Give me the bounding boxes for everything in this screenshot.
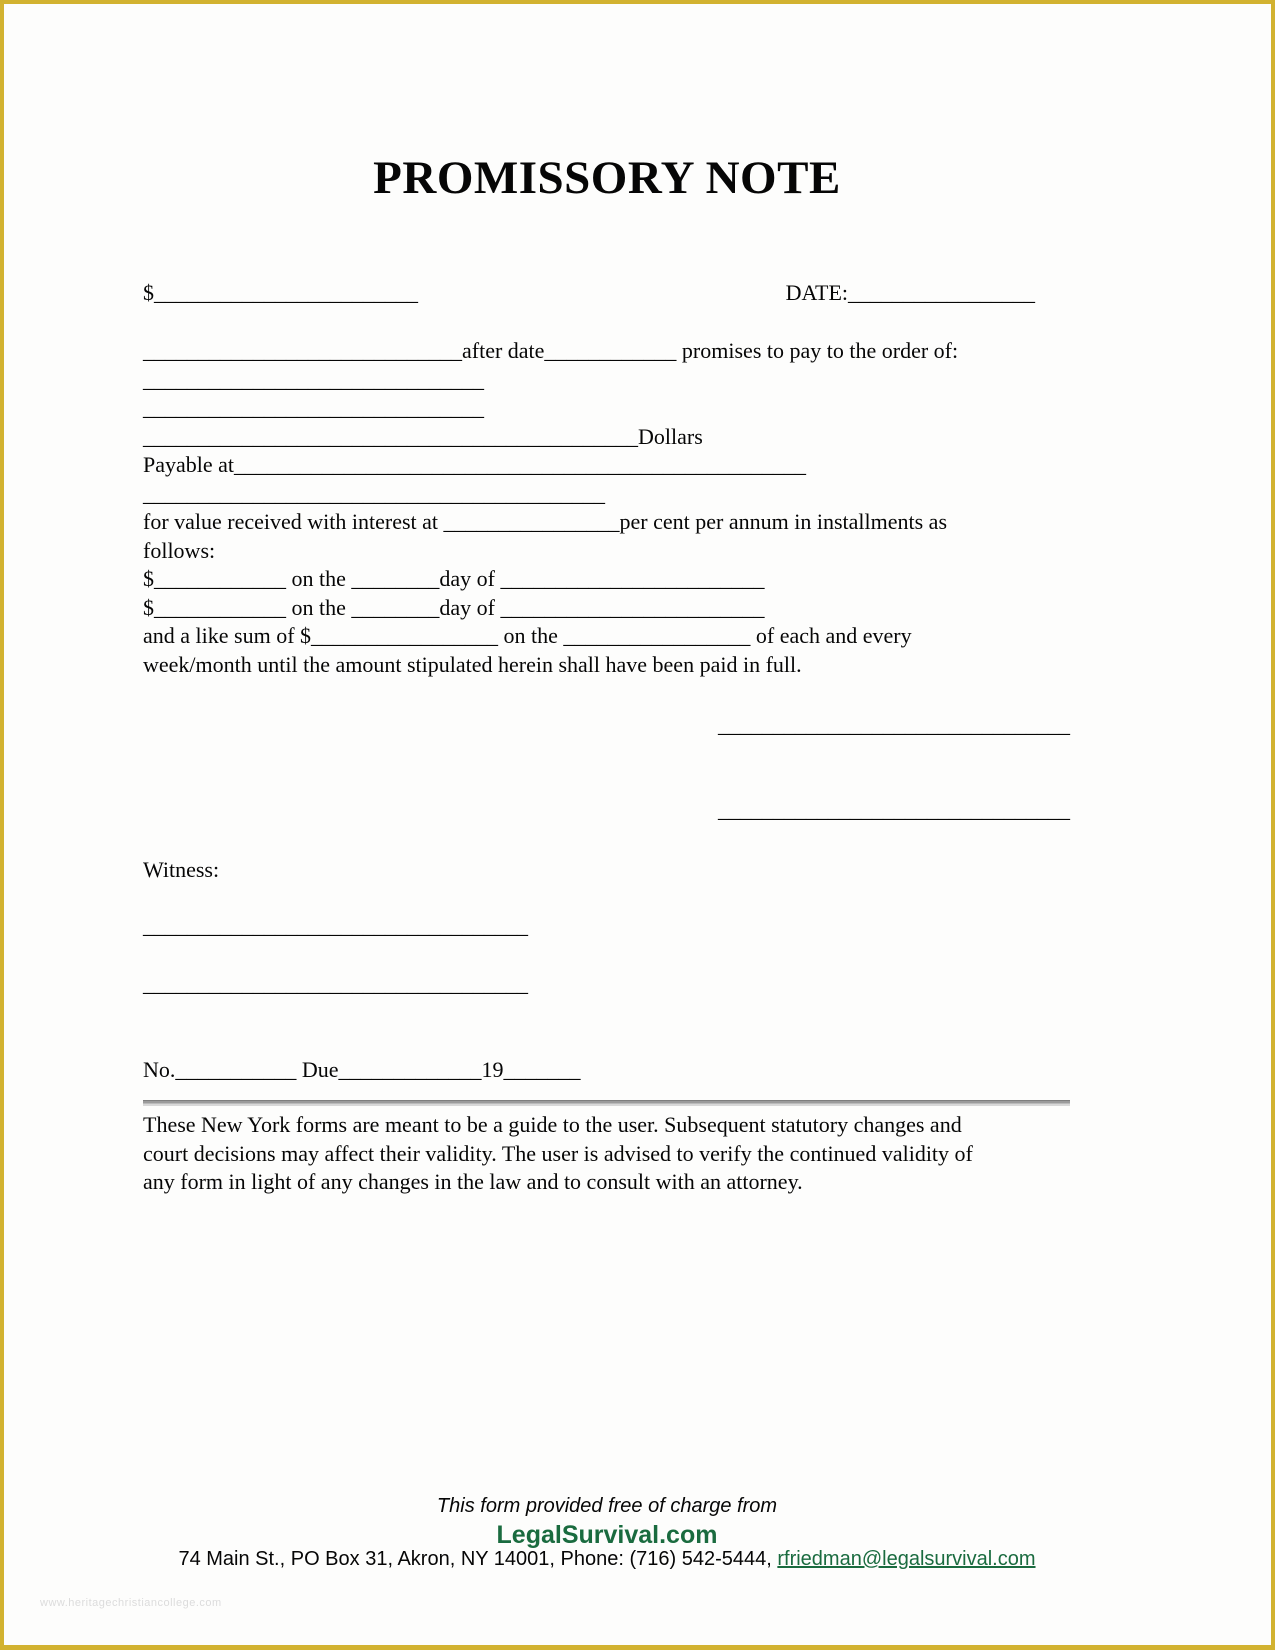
footer-address-text: 74 Main St., PO Box 31, Akron, NY 14001, Phone: (716) 542-5444, [178,1548,778,1570]
witness-line-1: ___________________________________ [143,913,528,938]
no-due-line: No.___________ Due_____________19_______ [143,1057,581,1082]
disclaimer-line-1: These New York forms are meant to be a guide to the user. Subsequent statutory changes and [143,1112,962,1137]
amount-date-row [143,279,1070,308]
installment-line-1: $____________ on the ________day of ________________________ [143,566,765,591]
witness-line-2: ___________________________________ [143,971,528,996]
email-link[interactable]: rfriedman@legalsurvival.com [777,1548,1036,1570]
payee-line-2: _______________________________ [143,395,484,420]
dollars-line: _____________________________________________Dollars [143,423,703,449]
amount-blank: $________________________ [143,280,418,305]
witness-label: Witness: [143,857,220,882]
week-month-line: week/month until the amount stipulated herein shall have been paid in full. [143,651,802,677]
signature-line-2: ________________________________ [718,797,1070,822]
page-title: PROMISSORY NOTE [373,152,841,204]
disclaimer-line-2: court decisions may affect their validity. The user is advised to verify the continued validity of [143,1140,973,1166]
footer-brand: LegalSurvival.com [496,1521,718,1549]
section-divider [143,1100,1070,1106]
installment-line-2: $____________ on the ________day of ________________________ [143,594,765,620]
payable-at-continuation: __________________________________________ [143,480,605,506]
payable-at-line: Payable at____________________________________________________ [143,452,807,477]
disclaimer [143,1111,1083,1197]
follows-label: follows: [143,537,216,563]
form-body [143,337,1083,679]
interest-line: for value received with interest at ________________per cent per annum in installments as [143,509,947,534]
watermark-text: www.heritagechristiancollege.com [40,1597,222,1609]
date-field: DATE:_________________ [785,280,1035,305]
disclaimer-line-3: any form in light of any changes in the law and to consult with an attorney. [143,1169,803,1194]
signature-line-1: ________________________________ [718,712,1070,737]
footer-address [4,1547,1210,1571]
payee-line-1: _______________________________ [143,366,484,392]
maker-line: _____________________________after date____________ promises to pay to the order of: [143,338,959,363]
like-sum-line: and a like sum of $_________________ on the _________________ of each and every [143,623,912,648]
footer-provided-text: This form provided free of charge from [436,1495,778,1517]
